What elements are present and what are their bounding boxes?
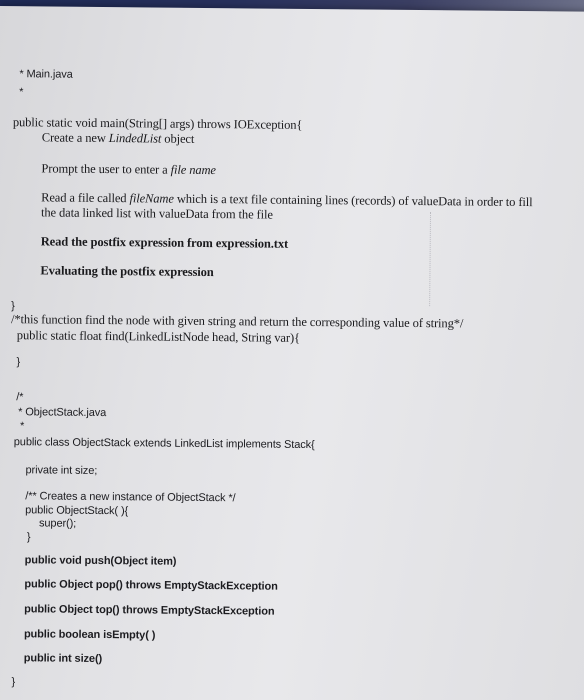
step-create-list-class: LindedList [108,131,162,146]
stack-method-is-empty: public boolean isEmpty( ) [23,628,156,642]
stack-size-field: private int size; [25,464,98,477]
stack-method-size: public int size() [23,652,103,666]
main-method-close: } [11,300,15,313]
stack-constructor-close: } [26,531,31,544]
step-evaluate-postfix: Evaluating the postfix expression [40,263,214,280]
main-file-header: * Main.java [19,68,73,81]
step-read-file-name: fileName [129,191,174,206]
step-create-list-suffix: object [161,131,195,146]
find-function-signature: public static float find(LinkedListNode head, String var){ [16,328,301,345]
step-read-file-line-2: the data linked list with valueData from the file [40,205,273,222]
step-prompt-text: Prompt the user to enter a [41,161,171,177]
stack-comment-open: /* [16,391,24,404]
stack-class-signature: public class ObjectStack extends LinkedList implements Stack{ [13,436,315,452]
step-read-file-prefix: Read a file called [41,190,130,206]
step-create-list-text: Create a new [41,130,109,146]
stack-constructor-signature: public ObjectStack( ){ [25,504,129,518]
main-file-header-end: * [19,86,24,99]
stack-method-top: public Object top() throws EmptyStackException [24,603,275,618]
find-function-close: } [16,356,21,369]
stack-constructor-body: super(); [38,517,77,530]
pencil-mark [429,212,441,306]
step-read-postfix: Read the postfix expression from expression.txt [40,234,289,251]
stack-constructor-comment: /** Creates a new instance of ObjectStack */ [25,490,236,505]
stack-class-close: } [11,676,16,689]
find-function-comment: /*this function find the node with given string and return the corresponding value of string*/ [10,312,464,331]
stack-file-header: * ObjectStack.java [18,406,107,420]
stack-file-header-end: * [19,420,25,433]
stack-method-push: public void push(Object item) [24,554,177,568]
step-read-file-suffix: which is a text file containing lines (records) of valueData in order to fill [173,191,533,210]
main-method-signature: public static void main(String[] args) throws IOException{ [12,115,303,132]
printed-sheet [0,6,584,700]
step-prompt-file-name: file name [170,162,217,178]
stack-method-pop: public Object pop() throws EmptyStackException [24,578,278,593]
step-prompt-file [41,161,216,178]
step-create-list [42,130,195,146]
